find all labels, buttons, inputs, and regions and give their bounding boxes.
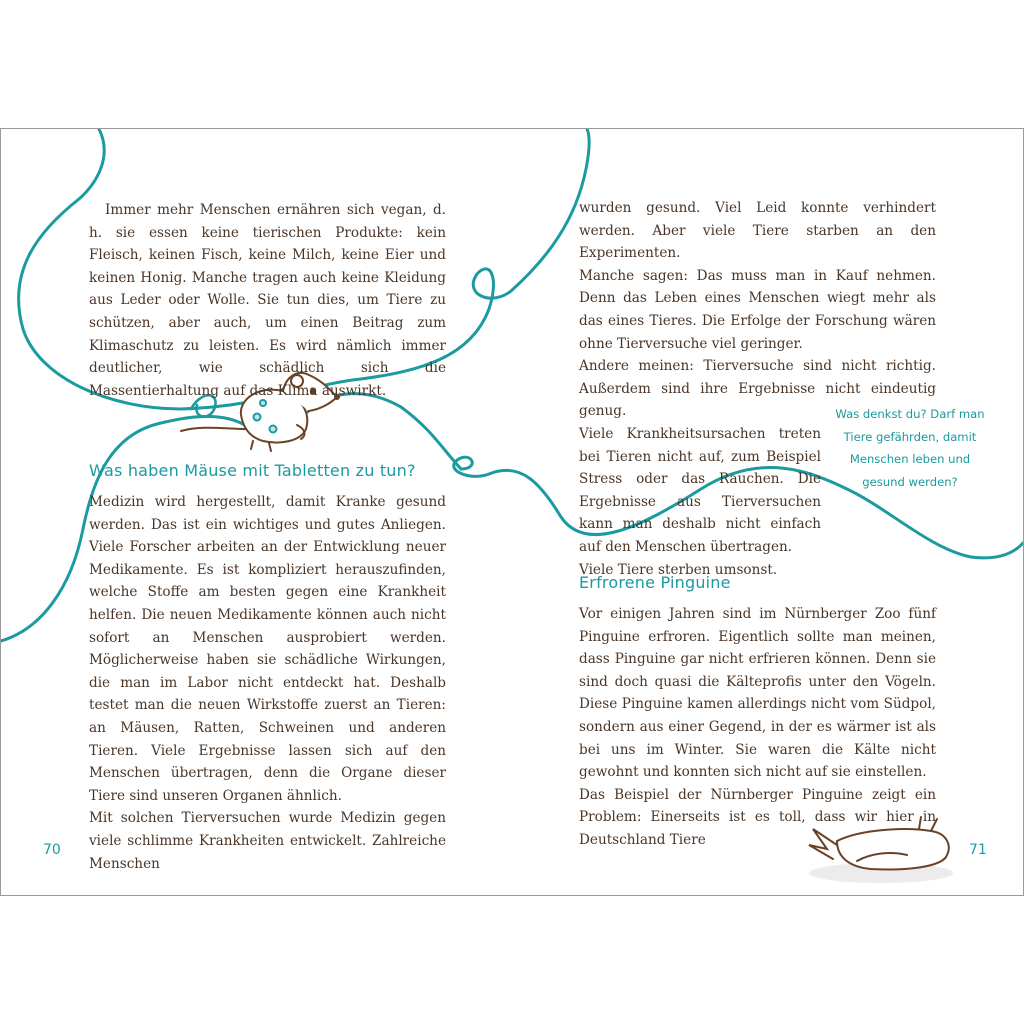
right-body: [579, 603, 936, 852]
right-paragraph-3: Andere meinen: Tierversuche sind nicht richtig. Außerdem sind ihre Ergebnisse nicht eindeutig genug.: [579, 358, 936, 420]
book-spread: [0, 128, 1024, 896]
left-heading: Was haben Mäuse mit Tabletten zu tun?: [89, 461, 416, 480]
question-aside: Was denkst du? Darf man Tiere gefährden, damit Menschen leben und gesund werden?: [835, 407, 985, 489]
right-body-paragraph-1: Vor einigen Jahren sind im Nürnberger Zoo fünf Pinguine erfroren. Eigentlich sollte man meinen, dass Pinguine gar nicht erfrieren können. Denn sie sind doch quasi die Kälteprofis unter den Vögeln. Diese Pinguine kamen allerdings nicht vom Südpol, sondern aus einer Gegend, in der es wärmer ist als bei uns im Winter. Sie waren die Kälte nicht gewohnt und konnten sich nicht auf sie einstellen.: [579, 606, 936, 781]
right-paragraph-2: Manche sagen: Das muss man in Kauf nehmen. Denn das Leben eines Menschen wiegt mehr als das eines Tieres. Die Erfolge der Forschung wären ohne Tierversuche viel geringer.: [579, 267, 936, 352]
left-intro-paragraph: Immer mehr Menschen ernähren sich vegan, d. h. sie essen keine tierischen Produkte: kein Fleisch, keinen Fisch, keine Milch, keine Eier und keinen Honig. Manche tragen auch keine Kleidung aus Leder oder Wolle. Sie tun dies, um Tiere zu schützen, aber auch, um einen Beitrag zum Klimaschutz zu leisten. Es wird nämlich immer deutlicher, wie schädlich sich die Massentierhaltung auf das Klima auswirkt.: [89, 202, 446, 399]
page-number-right: 71: [969, 842, 987, 858]
page-number-left: 70: [43, 842, 61, 858]
right-paragraph-5: Viele Tiere sterben umsonst.: [579, 561, 778, 578]
right-paragraph-4: Viele Krankheitsursachen treten bei Tieren nicht auf, zum Beispiel Stress oder das Rauchen. Die Ergebnisse aus Tierversuchen kann man deshalb nicht einfach auf den Menschen übertragen.: [579, 425, 821, 555]
right-heading: Erfrorene Pinguine: [579, 573, 731, 592]
left-body: [89, 491, 446, 875]
left-body-paragraph-1: Medizin wird hergestellt, damit Kranke gesund werden. Das ist ein wichtiges und gutes Anliegen. Viele Forscher arbeiten an der Entwicklung neuer Medikamente. Es ist kompliziert herauszufinden, welche Stoffe am besten gegen eine Krankheit helfen. Die neuen Medikamente können auch nicht sofort an Menschen ausprobiert werden. Möglicherweise haben sie schädliche Wirkungen, die man im Labor nicht entdeckt hat. Deshalb testet man die neuen Wirkstoffe zuerst an Tieren: an Mäusen, Ratten, Schweinen und anderen Tieren. Viele Ergebnisse lassen sich auf den Menschen übertragen, denn die Organe dieser Tiere sind unseren Organen ähnlich.: [89, 494, 446, 804]
right-top-text: [579, 197, 936, 581]
right-paragraph-1: wurden gesund. Viel Leid konnte verhindert werden. Aber viele Tiere starben an den Experimenten.: [579, 200, 936, 262]
left-body-paragraph-2: Mit solchen Tierversuchen wurde Medizin gegen viele schlimme Krankheiten entwickelt. Zahlreiche Menschen: [89, 810, 446, 872]
right-body-paragraph-2: Das Beispiel der Nürnberger Pinguine zeigt ein Problem: Einerseits ist es toll, dass wir hier in Deutschland Tiere: [579, 786, 936, 848]
